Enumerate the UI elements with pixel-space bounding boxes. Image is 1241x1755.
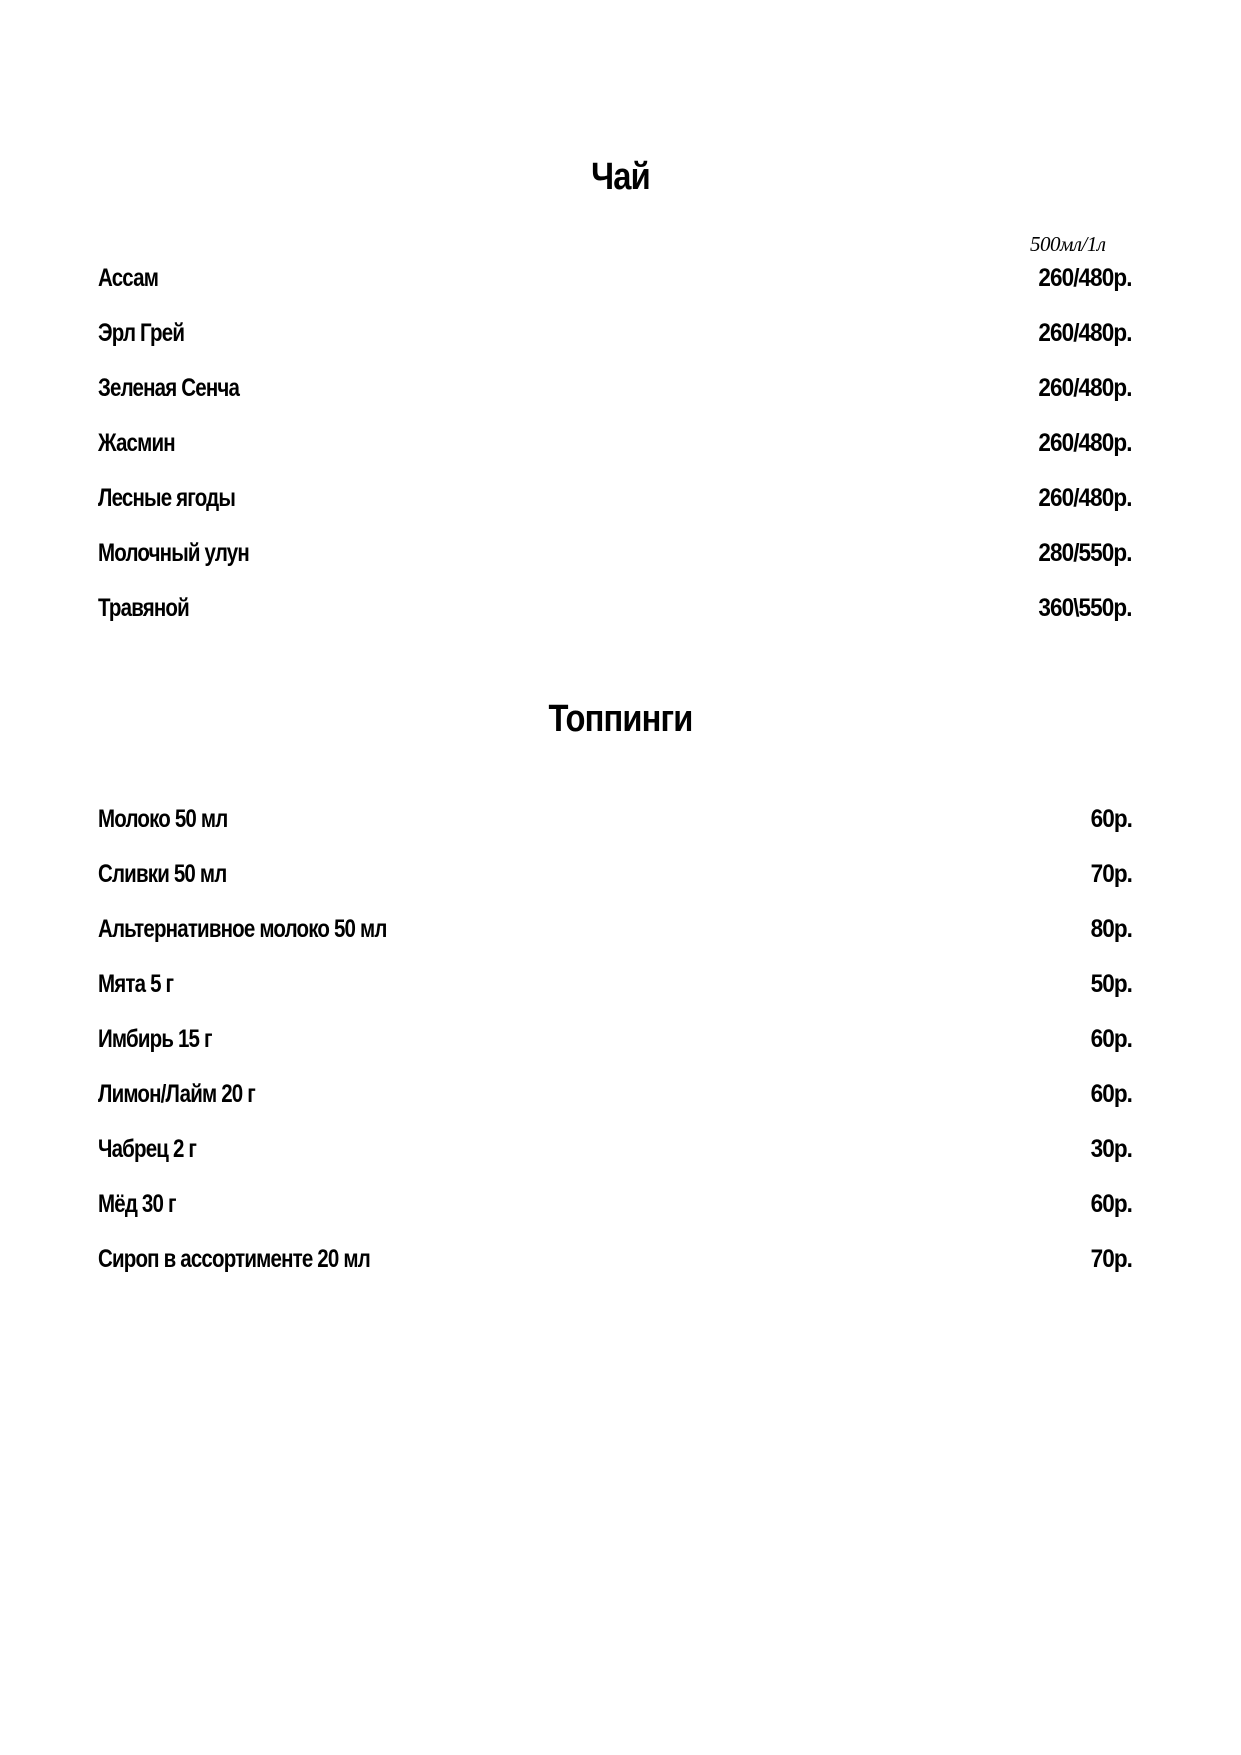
tea-item-price: 260/480р. xyxy=(1038,484,1132,512)
topping-item xyxy=(98,1243,1132,1298)
tea-item-price: 360\550р. xyxy=(1038,594,1132,622)
topping-item xyxy=(98,858,1132,913)
topping-item-price: 70р. xyxy=(1090,860,1132,888)
tea-item xyxy=(98,427,1132,482)
tea-item-name: Зеленая Сенча xyxy=(98,374,240,402)
topping-item-name: Имбирь 15 г xyxy=(98,1025,212,1053)
tea-item-name: Эрл Грей xyxy=(98,319,185,347)
toppings-list xyxy=(98,803,1132,1298)
topping-item-name: Молоко 50 мл xyxy=(98,805,228,833)
tea-item-name: Жасмин xyxy=(98,429,175,457)
toppings-section-title: Топпинги xyxy=(548,698,693,740)
topping-item-price: 60р. xyxy=(1090,1190,1132,1218)
topping-item xyxy=(98,968,1132,1023)
topping-item-name: Мёд 30 г xyxy=(98,1190,176,1218)
topping-item-name: Сливки 50 мл xyxy=(98,860,227,888)
topping-item-price: 60р. xyxy=(1090,1080,1132,1108)
topping-item-price: 70р. xyxy=(1090,1245,1132,1273)
topping-item-price: 30р. xyxy=(1090,1135,1132,1163)
tea-item-name: Ассам xyxy=(98,264,159,292)
tea-item xyxy=(98,372,1132,427)
topping-item xyxy=(98,1133,1132,1188)
tea-item-name: Травяной xyxy=(98,594,189,622)
tea-item xyxy=(98,317,1132,372)
topping-item xyxy=(98,1188,1132,1243)
tea-volume-note: 500мл/1л xyxy=(1030,232,1106,256)
tea-item xyxy=(98,537,1132,592)
topping-item-name: Лимон/Лайм 20 г xyxy=(98,1080,255,1108)
topping-item xyxy=(98,913,1132,968)
topping-item-name: Чабрец 2 г xyxy=(98,1135,197,1163)
topping-item-name: Альтернативное молоко 50 мл xyxy=(98,915,387,943)
topping-item-name: Мята 5 г xyxy=(98,970,174,998)
tea-item-price: 260/480р. xyxy=(1038,264,1132,292)
tea-section-title: Чай xyxy=(591,156,650,198)
topping-item-price: 50р. xyxy=(1090,970,1132,998)
tea-list xyxy=(98,262,1132,647)
tea-item-name: Лесные ягоды xyxy=(98,484,236,512)
tea-item xyxy=(98,592,1132,647)
topping-item xyxy=(98,1078,1132,1133)
topping-item-name: Сироп в ассортименте 20 мл xyxy=(98,1245,370,1273)
topping-item-price: 60р. xyxy=(1090,1025,1132,1053)
topping-item-price: 80р. xyxy=(1090,915,1132,943)
topping-item xyxy=(98,803,1132,858)
tea-item xyxy=(98,482,1132,537)
topping-item-price: 60р. xyxy=(1090,805,1132,833)
tea-item-price: 260/480р. xyxy=(1038,429,1132,457)
tea-item-price: 260/480р. xyxy=(1038,374,1132,402)
tea-item-price: 260/480р. xyxy=(1038,319,1132,347)
tea-item-price: 280/550р. xyxy=(1038,539,1132,567)
tea-item-name: Молочный улун xyxy=(98,539,249,567)
topping-item xyxy=(98,1023,1132,1078)
tea-item xyxy=(98,262,1132,317)
